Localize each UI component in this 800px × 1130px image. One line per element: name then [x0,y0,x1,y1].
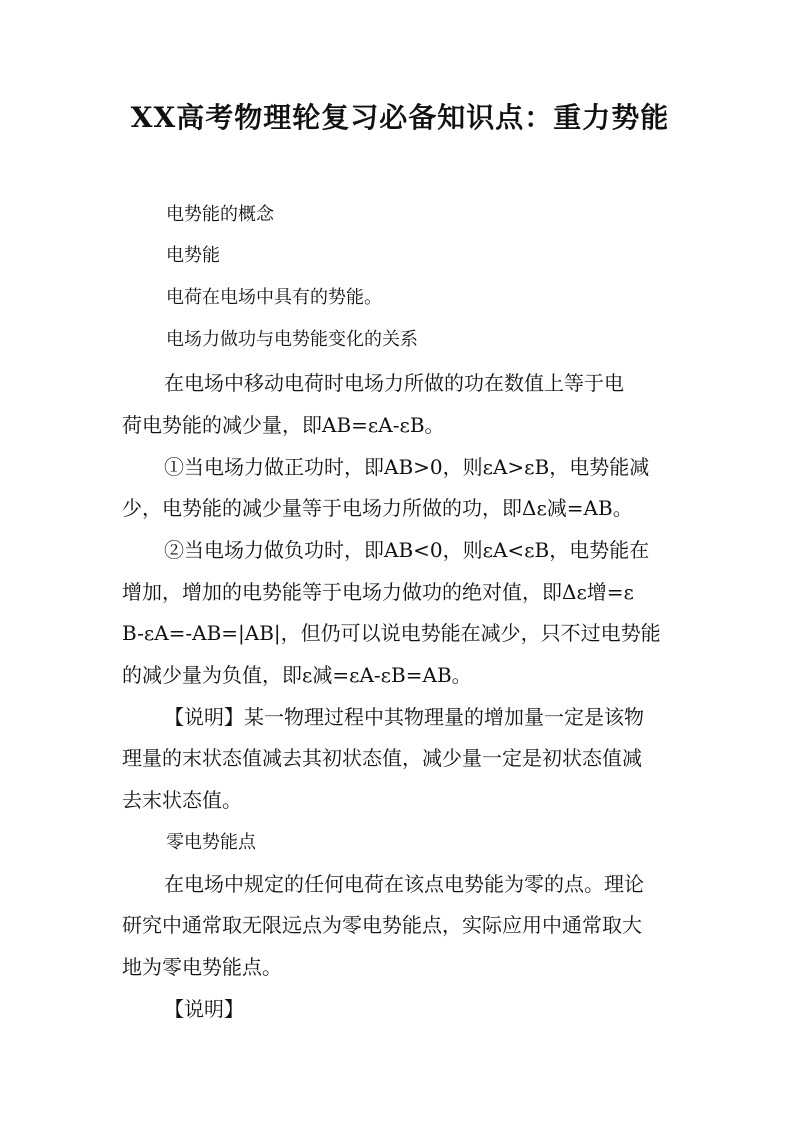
document-title: XX高考物理轮复习必备知识点：重力势能 [130,101,670,134]
definition-line: 电荷在电场中具有的势能。 [166,287,382,308]
paragraph-line: ①当电场力做正功时，即AB>0，则εA>εB，电势能减 [164,455,650,479]
note-line: 去末状态值。 [122,788,242,812]
paragraph-line: ②当电场力做负功时，即AB<0，则εA<εB，电势能在 [164,538,650,562]
paragraph-line: 荷电势能的减少量，即AB=εA-εB。 [122,413,445,437]
heading-concept: 电势能的概念 [166,204,274,225]
note-line: 理量的末状态值减去其初状态值，减少量一定是初状态值减 [122,746,642,770]
note-heading: 【说明】 [164,997,244,1021]
paragraph-line: 研究中通常取无限远点为零电势能点，实际应用中通常取大 [122,913,642,937]
paragraph-line: 的减少量为负值，即ε减=εA-εB=AB。 [122,663,472,687]
paragraph-line: 少，电势能的减少量等于电场力所做的功，即Δε减=AB。 [122,496,633,520]
paragraph-line: B-εA=-AB=|AB|，但仍可以说电势能在减少，只不过电势能 [122,621,661,645]
paragraph-line: 地为零电势能点。 [122,955,282,979]
paragraph-line: 在电场中移动电荷时电场力所做的功在数值上等于电 [164,371,624,395]
heading-potential-energy: 电势能 [166,245,220,266]
heading-work-relation: 电场力做功与电势能变化的关系 [166,329,418,350]
heading-zero-point: 零电势能点 [166,832,256,853]
paragraph-line: 在电场中规定的任何电荷在该点电势能为零的点。理论 [164,872,644,896]
paragraph-line: 增加，增加的电势能等于电场力做功的绝对值，即Δε增=ε [122,580,634,604]
note-line: 【说明】某一物理过程中其物理量的增加量一定是该物 [164,705,644,729]
